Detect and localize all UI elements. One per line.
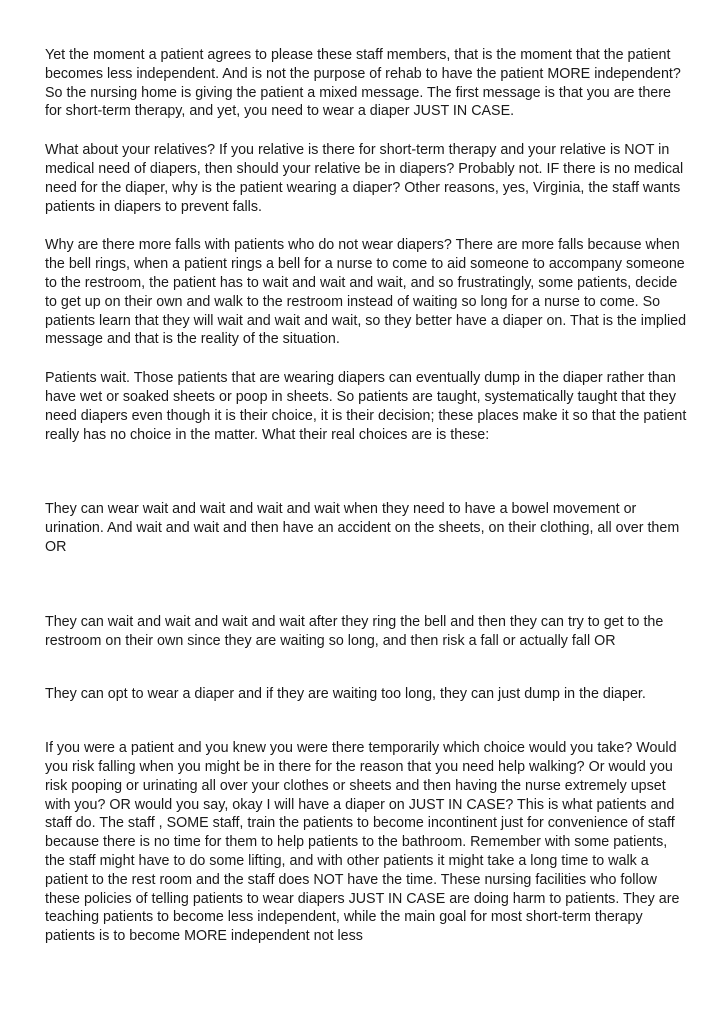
document-page (45, 46, 690, 946)
paragraph-choice-wait-fall: They can wait and wait and wait and wait after they ring the bell and then they can try to get to the restroom on their own since they are waiting so long, and then risk a fall or actually fall OR (45, 613, 664, 649)
paragraph-rehab-purpose: Yet the moment a patient agrees to please these staff members, that is the moment that the patient becomes less independent. And is not the purpose of rehab to have the patient MORE independent? So the nursing home is giving the patient a mixed message. The first message is that you are there for short-term therapy, and yet, you need to wear a diaper JUST IN CASE. (45, 47, 681, 120)
paragraph-falls: Why are there more falls with patients who do not wear diapers? There are more falls because when the bell rings, when a patient rings a bell for a nurse to come to aid someone to accompany someone to the restroom, the patient has to wait and wait and wait, and so frustratingly, some patients, decide to get up on their own and walk to the restroom instead of waiting so long for a nurse to come. So patients learn that they will wait and wait and wait, so they better have a diaper on. That is the implied message and that is the reality of the situation. (45, 237, 687, 348)
paragraph-choice-diaper: They can opt to wear a diaper and if they are waiting too long, they can just dump in the diaper. (45, 686, 646, 703)
paragraph-choice-wait-accident: They can wear wait and wait and wait and wait when they need to have a bowel movement or urination. And wait and wait and then have an accident on the sheets, on their clothing, all over them OR (45, 501, 680, 555)
paragraph-patients-wait: Patients wait. Those patients that are wearing diapers can eventually dump in the diaper rather than have wet or soaked sheets or poop in sheets. So patients are taught, systematically taught that they need diapers even though it is their choice, it is their decision; these places make it so that the patient really has no choice in the matter. What their real choices are is these: (45, 370, 687, 443)
paragraph-which-choice: If you were a patient and you knew you were there temporarily which choice would you take? Would you risk falling when you might be in there for the reason that you need help walking? Or would you risk pooping or urinating all over your clothes or sheets and then having the nurse extremely upset with you? OR would you say, okay I will have a diaper on JUST IN CASE? This is what patients and staff do. The staff , SOME staff, train the patients to become incontinent just for convenience of staff because there is no time for them to help patients to the bathroom. Remember with some patients, the staff might have to do some lifting, and with other patients it might take a long time to walk a patient to the rest room and the staff does NOT have the time. These nursing facilities who follow these policies of telling patients to wear diapers JUST IN CASE are doing harm to patients. They are teaching patients to become less independent, while the main goal for most short-term therapy patients is to become MORE independent not less (45, 740, 680, 945)
paragraph-relatives: What about your relatives? If you relative is there for short-term therapy and your relative is NOT in medical need of diapers, then should your relative be in diapers? Probably not. IF there is no medical need for the diaper, why is the patient wearing a diaper? Other reasons, yes, Virginia, the staff wants patients in diapers to prevent falls. (45, 142, 684, 215)
